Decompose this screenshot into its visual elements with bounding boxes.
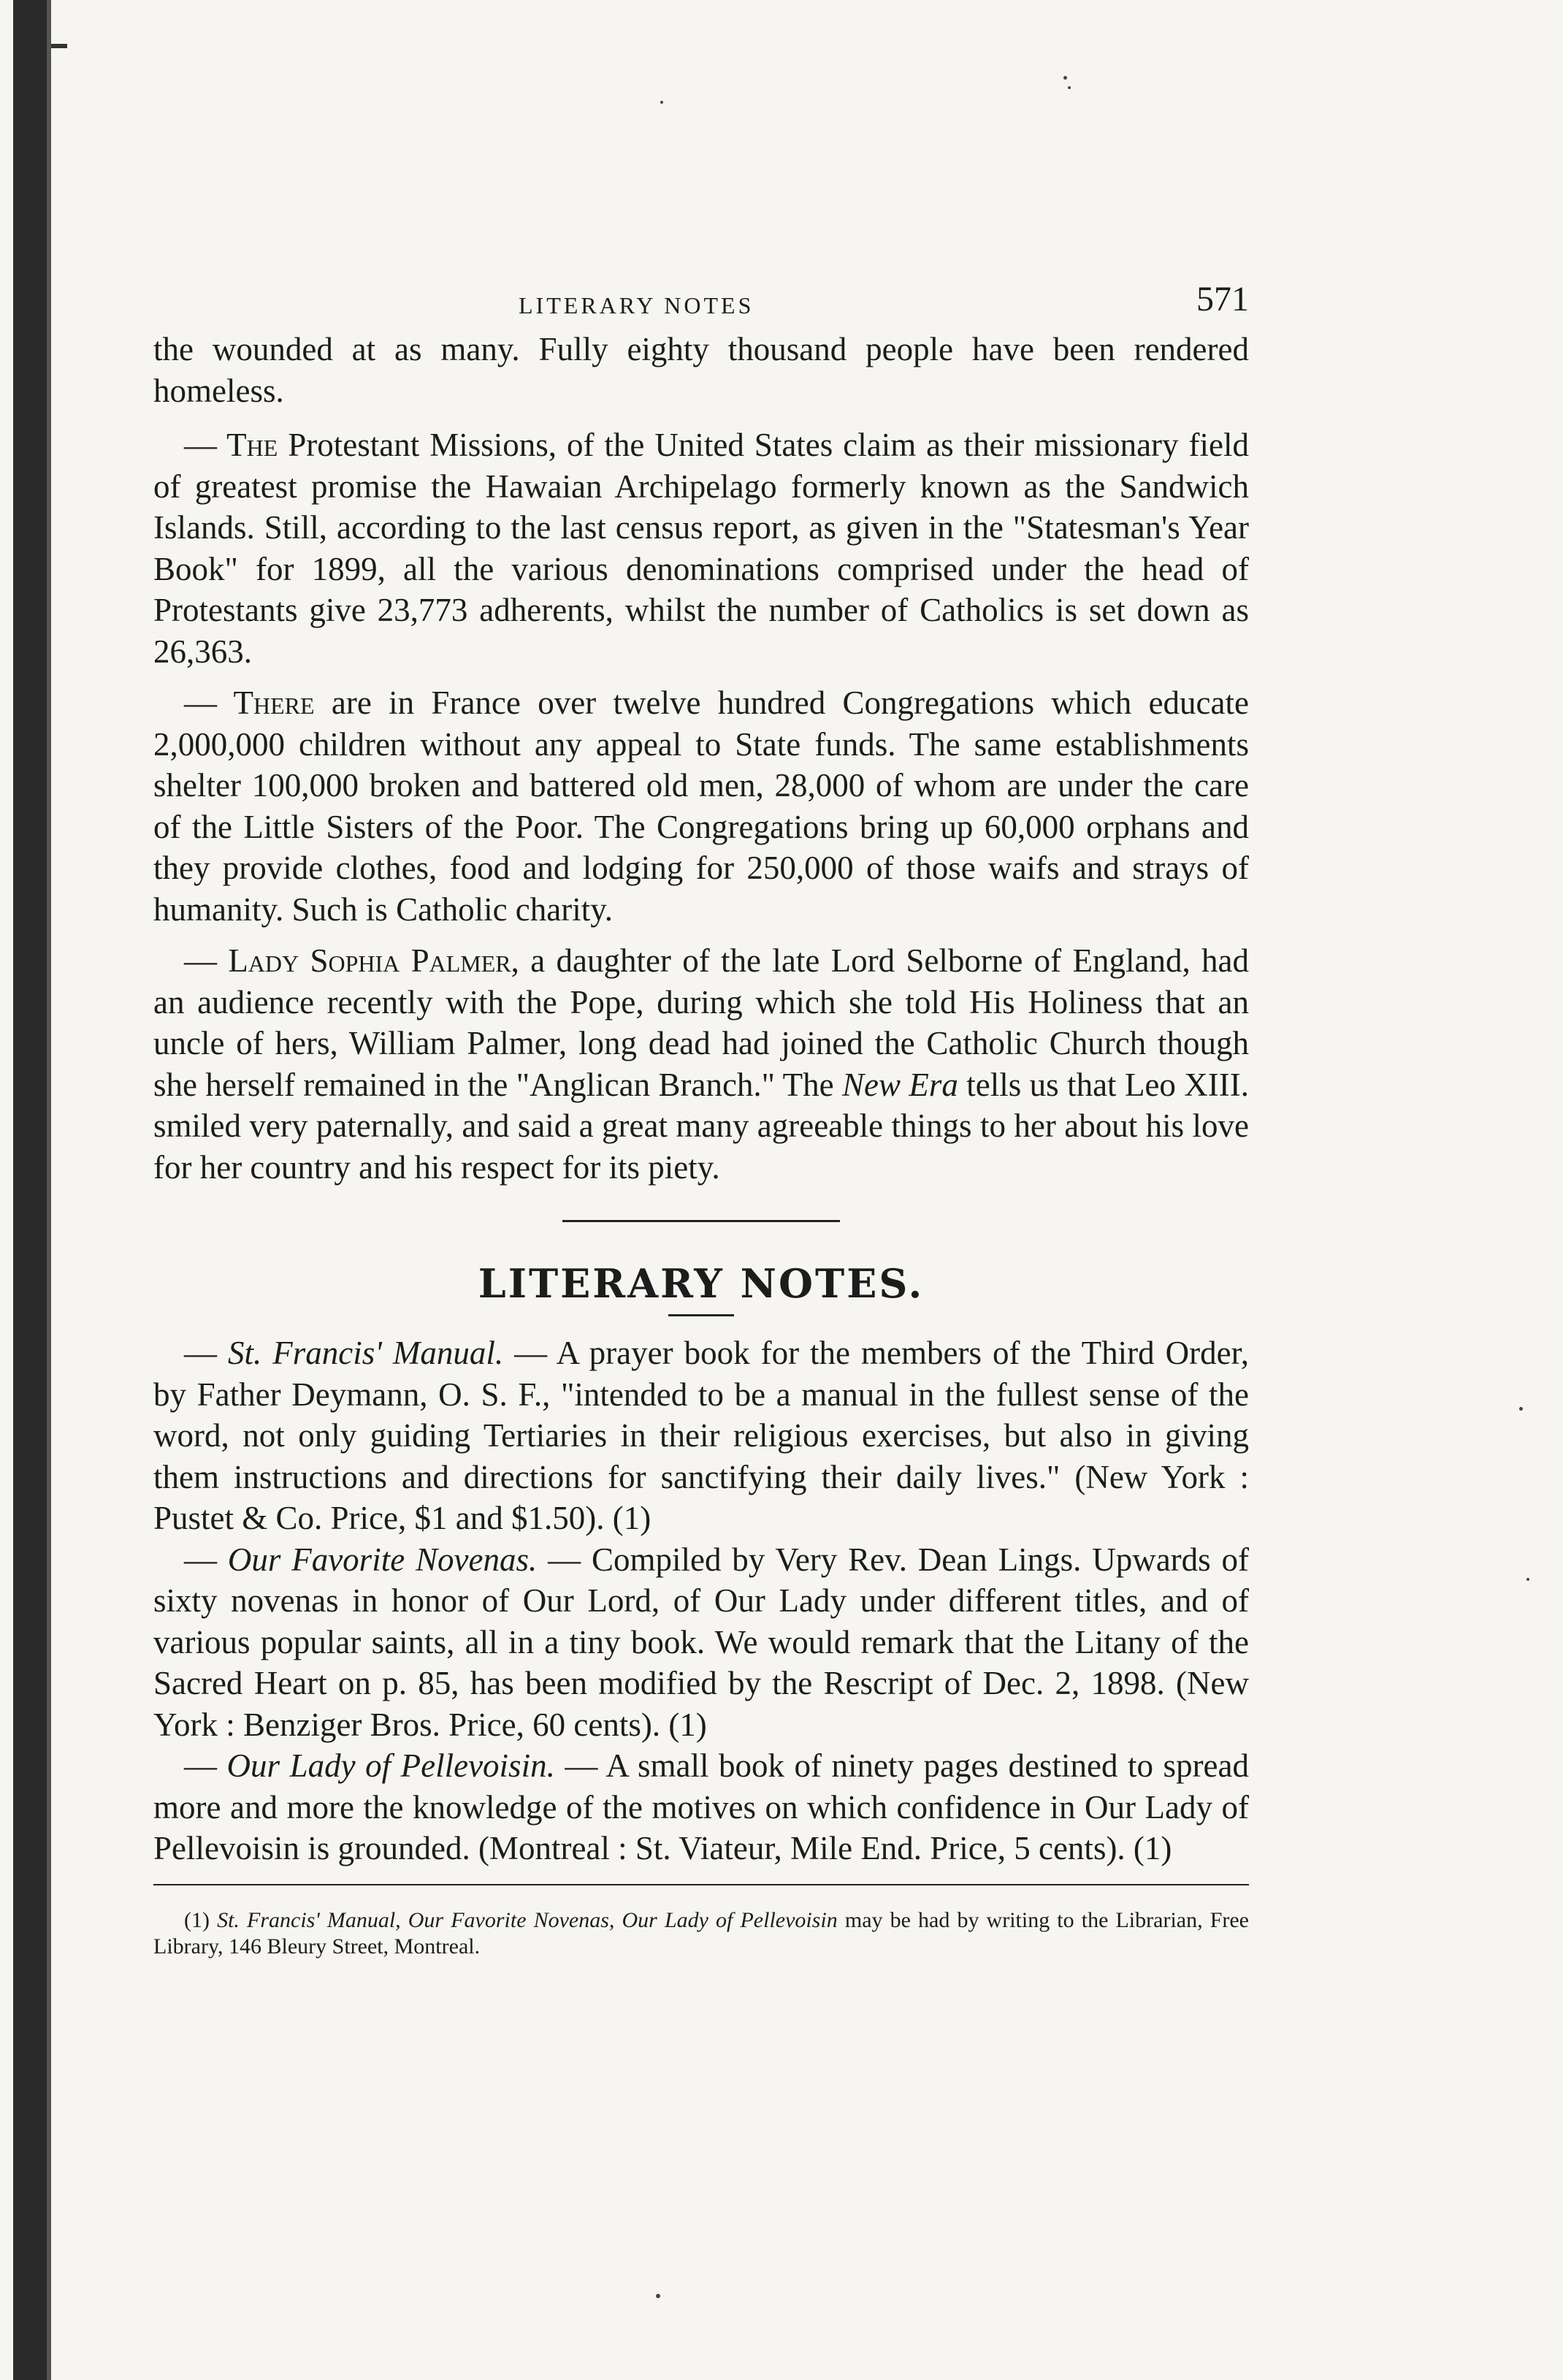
note-title: Our Favorite Novenas.: [227, 1541, 538, 1578]
paper-speck: [1526, 1578, 1529, 1581]
paragraph-lead: — There: [184, 684, 315, 721]
binding-mark: [51, 44, 67, 48]
footnote-rule: [153, 1884, 1249, 1885]
running-head: [153, 263, 1249, 329]
footnote-titles: St. Francis' Manual, Our Favorite Novenas, Our Lady of Pellevoisin: [217, 1907, 838, 1932]
paragraph-lady-sophia-palmer: [153, 940, 1249, 1188]
note-entry: [153, 1332, 1249, 1539]
paragraph-text: tells us that Leo XIII. smiled very paternally, and said a great many agreeable things to her about his love for her country and his respect for its piety.: [153, 1066, 1249, 1186]
paragraph-continued: the wounded at as many. Fully eighty thousand people have been rendered homeless.: [153, 331, 1249, 409]
note-title: Our Lady of Pellevoisin.: [226, 1747, 555, 1784]
paragraph-text: Protestant Missions, of the United States claim as their missionary field of greatest promise the Hawaian Archipelago formerly known as the Sandwich Islands. Still, according to the last census report, as given in the "Statesman's Year Book" for 1899, all the various denominations comprised under the head of Protestants give 23,773 adherents, whilst the number of Catholics is set down as 26,363.: [153, 427, 1249, 670]
paragraph-text: a daughter of the late Lord Selborne of England, had an audience recently with the Pope, during which she told His Holiness that an uncle of hers, William Palmer, long dead had joined the Catholic Church though she herself remained in the "Anglican Branch." The: [153, 942, 1249, 1103]
note-text: — Compiled by Very Rev. Dean Lings. Upwards of sixty novenas in honor of Our Lord, of Our Lady under different titles, and of various popular saints, all in a tiny book. We would remark that the Litany of the Sacred Heart on p. 85, has been modified by the Rescript of Dec. 2, 1898. (New York : Benziger Bros. Price, 60 cents). (1): [153, 1541, 1250, 1743]
footnote: [153, 1907, 1249, 1960]
paper-speck: [656, 2294, 660, 2298]
note-entry: [153, 1745, 1249, 1869]
running-title: LITERARY NOTES: [519, 292, 754, 319]
paragraph-protestant-missions: [153, 424, 1249, 672]
paragraph-text: are in France over twelve hundred Congregations which educate 2,000,000 children without any appeal to State funds. The same establishments shelter 100,000 broken and battered old men, 28,000 of whom are under the care of the Little Sisters of the Poor. The Congregations bring up 60,000 orphans and they provide clothes, food and lodging for 250,000 of those waifs and strays of humanity. Such is Catholic charity.: [153, 684, 1249, 928]
section-divider: [562, 1220, 840, 1222]
section-heading: LITERARY NOTES.: [478, 1260, 925, 1307]
paper-speck: [1063, 76, 1067, 80]
paragraph-france-congregations: [153, 682, 1249, 930]
note-text: — A small book of ninety pages destined to spread more and more the knowledge of the motives on which confidence in Our Lady of Pellevoisin is grounded. (Montreal : St. Viateur, Mile End. Price, 5 cents). (1): [153, 1747, 1249, 1866]
paper-speck: [1068, 86, 1071, 89]
note-entry: [153, 1539, 1249, 1746]
book-page: [153, 263, 1249, 1982]
page-number: 571: [1196, 280, 1249, 319]
book-binding-edge: [0, 0, 57, 2380]
paragraph-lead: — The: [184, 427, 278, 463]
heading-rule: [668, 1314, 734, 1316]
literary-notes-list: [153, 1332, 1249, 1869]
note-dash: —: [184, 1335, 229, 1371]
paper-speck: [660, 101, 663, 104]
paragraph-lead: — Lady Sophia Palmer,: [184, 942, 519, 979]
paper-speck: [1519, 1407, 1523, 1411]
newspaper-title: New Era: [841, 1066, 958, 1103]
note-dash: —: [184, 1541, 228, 1578]
footnote-text: may be had by writing to the Librarian, Free Library, 146 Bleury Street, Montreal.: [153, 1907, 1249, 1958]
note-title: St. Francis' Manual.: [228, 1335, 504, 1371]
note-text: — A prayer book for the members of the Third Order, by Father Deymann, O. S. F., "intended to be a manual in the fullest sense of the word, not only guiding Tertiaries in their religious exercises, but also in giving them instructions and directions for sanctifying their daily lives." (New York : Pustet & Co. Price, $1 and $1.50). (1): [153, 1335, 1250, 1536]
note-dash: —: [184, 1747, 227, 1784]
footnote-marker: (1): [184, 1907, 218, 1932]
